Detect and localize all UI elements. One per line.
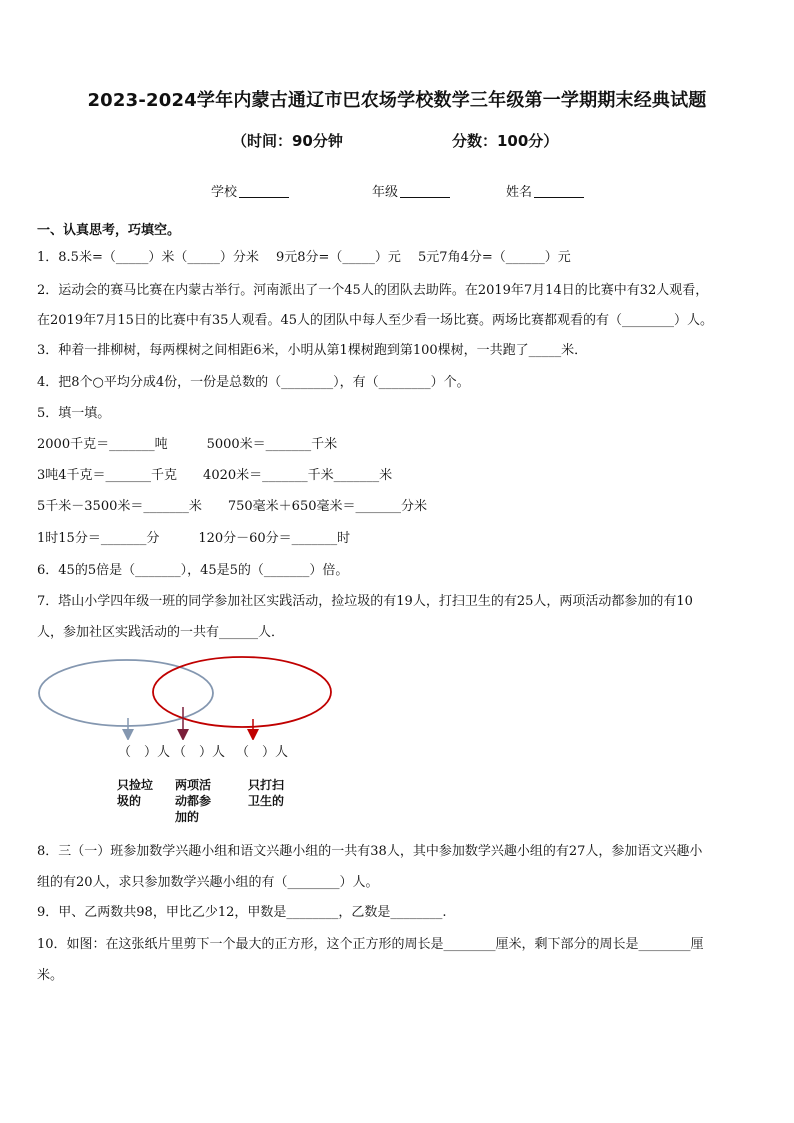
question-5-row-1: 2000千克＝_______吨 5000米＝_______千米 bbox=[37, 437, 338, 452]
question-7-line-1: 7．塔山小学四年级一班的同学参加社区实践活动，捡垃圾的有19人，打扫卫生的有25人，两项活动都参加的有10 bbox=[37, 594, 693, 609]
time-limit: （时间：90分钟 bbox=[232, 132, 343, 150]
page-title: 2023-2024学年内蒙古通辽市巴农场学校数学三年级第一学期期末经典试题 bbox=[87, 90, 707, 111]
question-1: 1．8.5米=（_____）米（_____）分米 9元8分=（_____）元 5元7角4分=（______）元 bbox=[37, 250, 571, 265]
question-5-row-3: 5千米－3500米＝_______米 750毫米＋650毫米＝_______分米 bbox=[37, 499, 427, 514]
name-blank[interactable] bbox=[534, 185, 584, 198]
count-only-cleaning[interactable]: （ ）人 bbox=[236, 745, 289, 760]
question-3: 3．种着一排柳树，每两棵树之间相距6米，小明从第1棵树跑到第100棵树，一共跑了_____米． bbox=[37, 343, 588, 358]
label-both-line-2: 动都参 bbox=[175, 794, 212, 808]
count-only-garbage[interactable]: （ ）人 bbox=[118, 745, 171, 760]
school-label: 学校 bbox=[211, 185, 238, 200]
question-5: 5．填一填。 bbox=[37, 406, 111, 421]
question-2-line-1: 2．运动会的赛马比赛在内蒙古举行。河南派出了一个45人的团队去助阵。在2019年7月14日的比赛中有32人观看， bbox=[37, 283, 709, 298]
question-10-line-2: 米。 bbox=[37, 968, 64, 983]
label-both-line-3: 加的 bbox=[175, 810, 200, 824]
label-only-garbage-line-2: 圾的 bbox=[117, 794, 142, 808]
question-9: 9．甲、乙两数共98，甲比乙少12，甲数是________，乙数是________. bbox=[37, 905, 447, 920]
question-10-line-1: 10．如图：在这张纸片里剪下一个最大的正方形，这个正方形的周长是________厘米，剩下部分的周长是________厘 bbox=[37, 937, 704, 952]
question-5-row-4: 1时15分＝_______分 120分－60分＝_______时 bbox=[37, 531, 351, 546]
label-both-line-1: 两项活 bbox=[175, 778, 212, 792]
left-set-circle bbox=[39, 660, 213, 726]
name-label: 姓名 bbox=[506, 185, 533, 200]
question-8-line-2: 组的有20人，求只参加数学兴趣小组的有（________）人。 bbox=[37, 875, 379, 890]
question-5-row-2: 3吨4千克＝_______千克 4020米＝_______千米_______米 bbox=[37, 468, 393, 483]
school-field[interactable] bbox=[211, 181, 289, 200]
question-7-line-2: 人，参加社区实践活动的一共有______人． bbox=[37, 625, 285, 640]
school-blank[interactable] bbox=[239, 185, 289, 198]
grade-blank[interactable] bbox=[400, 185, 450, 198]
count-both[interactable]: （ ）人 bbox=[173, 745, 226, 760]
label-both bbox=[175, 777, 211, 825]
label-only-cleaning-line-2: 卫生的 bbox=[248, 794, 285, 808]
label-only-garbage bbox=[117, 777, 153, 809]
section-heading: 一、认真思考，巧填空。 bbox=[37, 223, 181, 238]
right-set-circle bbox=[153, 657, 331, 727]
total-score: 分数：100分） bbox=[452, 132, 559, 150]
question-4: 4．把8个○平均分成4份，一份是总数的（________），有（________）个。 bbox=[37, 375, 470, 390]
question-8-line-1: 8．三（一）班参加数学兴趣小组和语文兴趣小组的一共有38人，其中参加数学兴趣小组的有27人，参加语文兴趣小 bbox=[37, 844, 703, 859]
name-field[interactable] bbox=[506, 181, 584, 200]
label-only-garbage-line-1: 只捡垃 bbox=[117, 778, 154, 792]
grade-field[interactable] bbox=[372, 181, 450, 200]
question-2-line-2: 在2019年7月15日的比赛中有35人观看。45人的团队中每人至少看一场比赛。两场比赛都观看的有（________）人。 bbox=[37, 313, 713, 328]
grade-label: 年级 bbox=[372, 185, 399, 200]
label-only-cleaning bbox=[248, 777, 284, 809]
label-only-cleaning-line-1: 只打扫 bbox=[248, 778, 285, 792]
question-6: 6．45的5倍是（_______），45是5的（_______）倍。 bbox=[37, 563, 349, 578]
venn-diagram bbox=[36, 655, 336, 740]
